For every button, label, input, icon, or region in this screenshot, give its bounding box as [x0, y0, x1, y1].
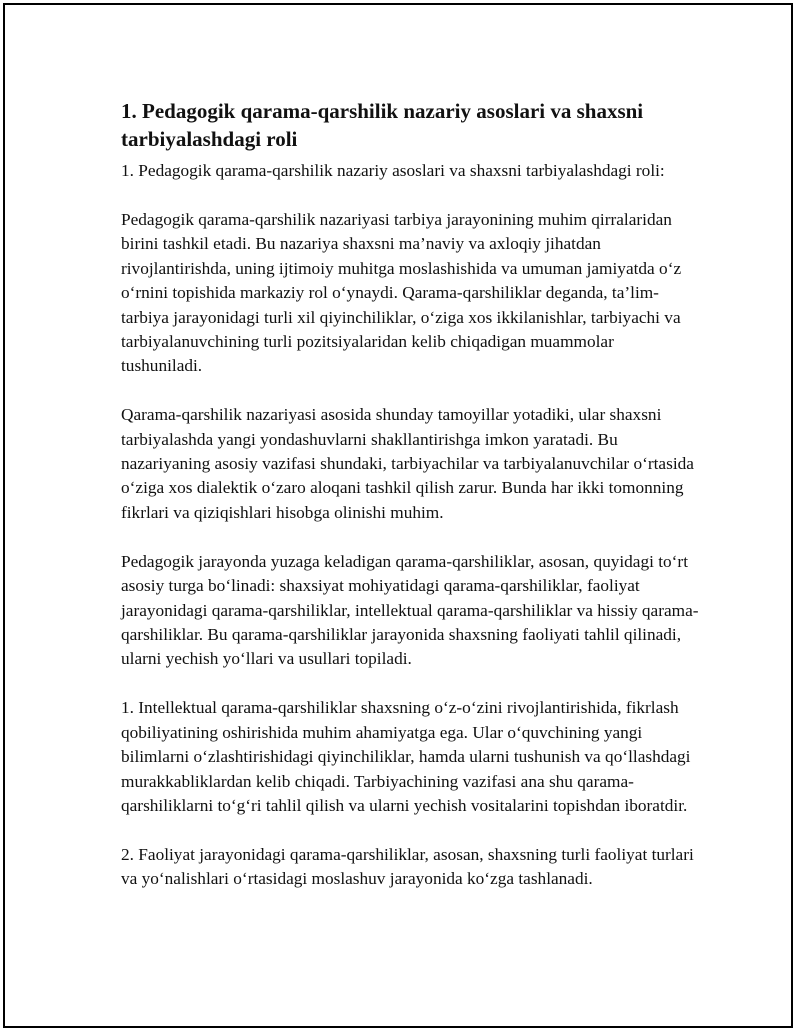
paragraph-intro-heading: 1. Pedagogik qarama-qarshilik nazariy asoslari va shaxsni tarbiyalashdagi roli:	[121, 161, 665, 180]
paragraph-intellectual-contradictions: 1. Intellektual qarama-qarshiliklar shaxsning o‘z-o‘zini rivojlantirishida, fikrlash qobiliyatining oshirishida muhim ahamiyatga ega. Ular o‘quvchining yangi bilimlarni o‘zlashtirishidagi qiyinchiliklar, hamda ularni tushunish va qo‘llashdagi murakkabliklardan kelib chiqadi. Tarbiyachining vazifasi ana shu qarama-qarshiliklarni to‘g‘ri tahlil qilish va ularni yechish vositalarini topishdan iboratdir.	[121, 698, 691, 815]
paragraph-activity-contradictions: 2. Faoliyat jarayonidagi qarama-qarshiliklar, asosan, shaxsning turli faoliyat turlari va yo‘nalishlari o‘rtasidagi moslashuv jarayonida ko‘zga tashlanadi.	[121, 844, 694, 889]
paragraph-principles: Qarama-qarshilik nazariyasi asosida shunday tamoyillar yotadiki, ular shaxsni tarbiyalashda yangi yondashuvlarni shakllantirishga imkon yaratadi. Bu nazariyaning asosiy vazifasi shundaki, tarbiyachilar va tarbiyalanuvchilar o‘rtasida o‘ziga xos dialektik o‘zaro aloqani tashkil qilish zarur. Bunda har ikki tomonning fikrlari va qiziqishlari hisobga olinishi muhim.	[121, 405, 694, 522]
document-title: 1. Pedagogik qarama-qarshilik nazariy asoslari va shaxsni tarbiyalashdagi roli	[121, 99, 644, 151]
paragraph-theory-overview: Pedagogik qarama-qarshilik nazariyasi tarbiya jarayonining muhim qirralaridan birini tashkil etadi. Bu nazariya shaxsni ma’naviy va axloqiy jihatdan rivojlantirishda, uning ijtimoiy muhitga moslashishida va umuman jamiyatda o‘z o‘rnini topishida markaziy rol o‘ynaydi. Qarama-qarshiliklar deganda, ta’lim-tarbiya jarayonidagi turli xil qiyinchiliklar, o‘ziga xos ikkilanishlar, tarbiyachi va tarbiyalanuvchining turli pozitsiyalaridan kelib chiqadigan muammolar tushuniladi.	[121, 209, 682, 376]
document-body	[121, 97, 699, 916]
page-frame	[3, 3, 793, 1028]
paragraph-contradiction-types: Pedagogik jarayonda yuzaga keladigan qarama-qarshiliklar, asosan, quyidagi to‘rt asosiy turga bo‘linadi: shaxsiyat mohiyatidagi qarama-qarshiliklar, faoliyat jarayonidagi qarama-qarshiliklar, intellektual qarama-qarshiliklar va hissiy qarama-qarshiliklar. Bu qarama-qarshiliklar jarayonida shaxsning faoliyati tahlil qilinadi, ularni yechish yo‘llari va usullari topiladi.	[121, 551, 699, 669]
